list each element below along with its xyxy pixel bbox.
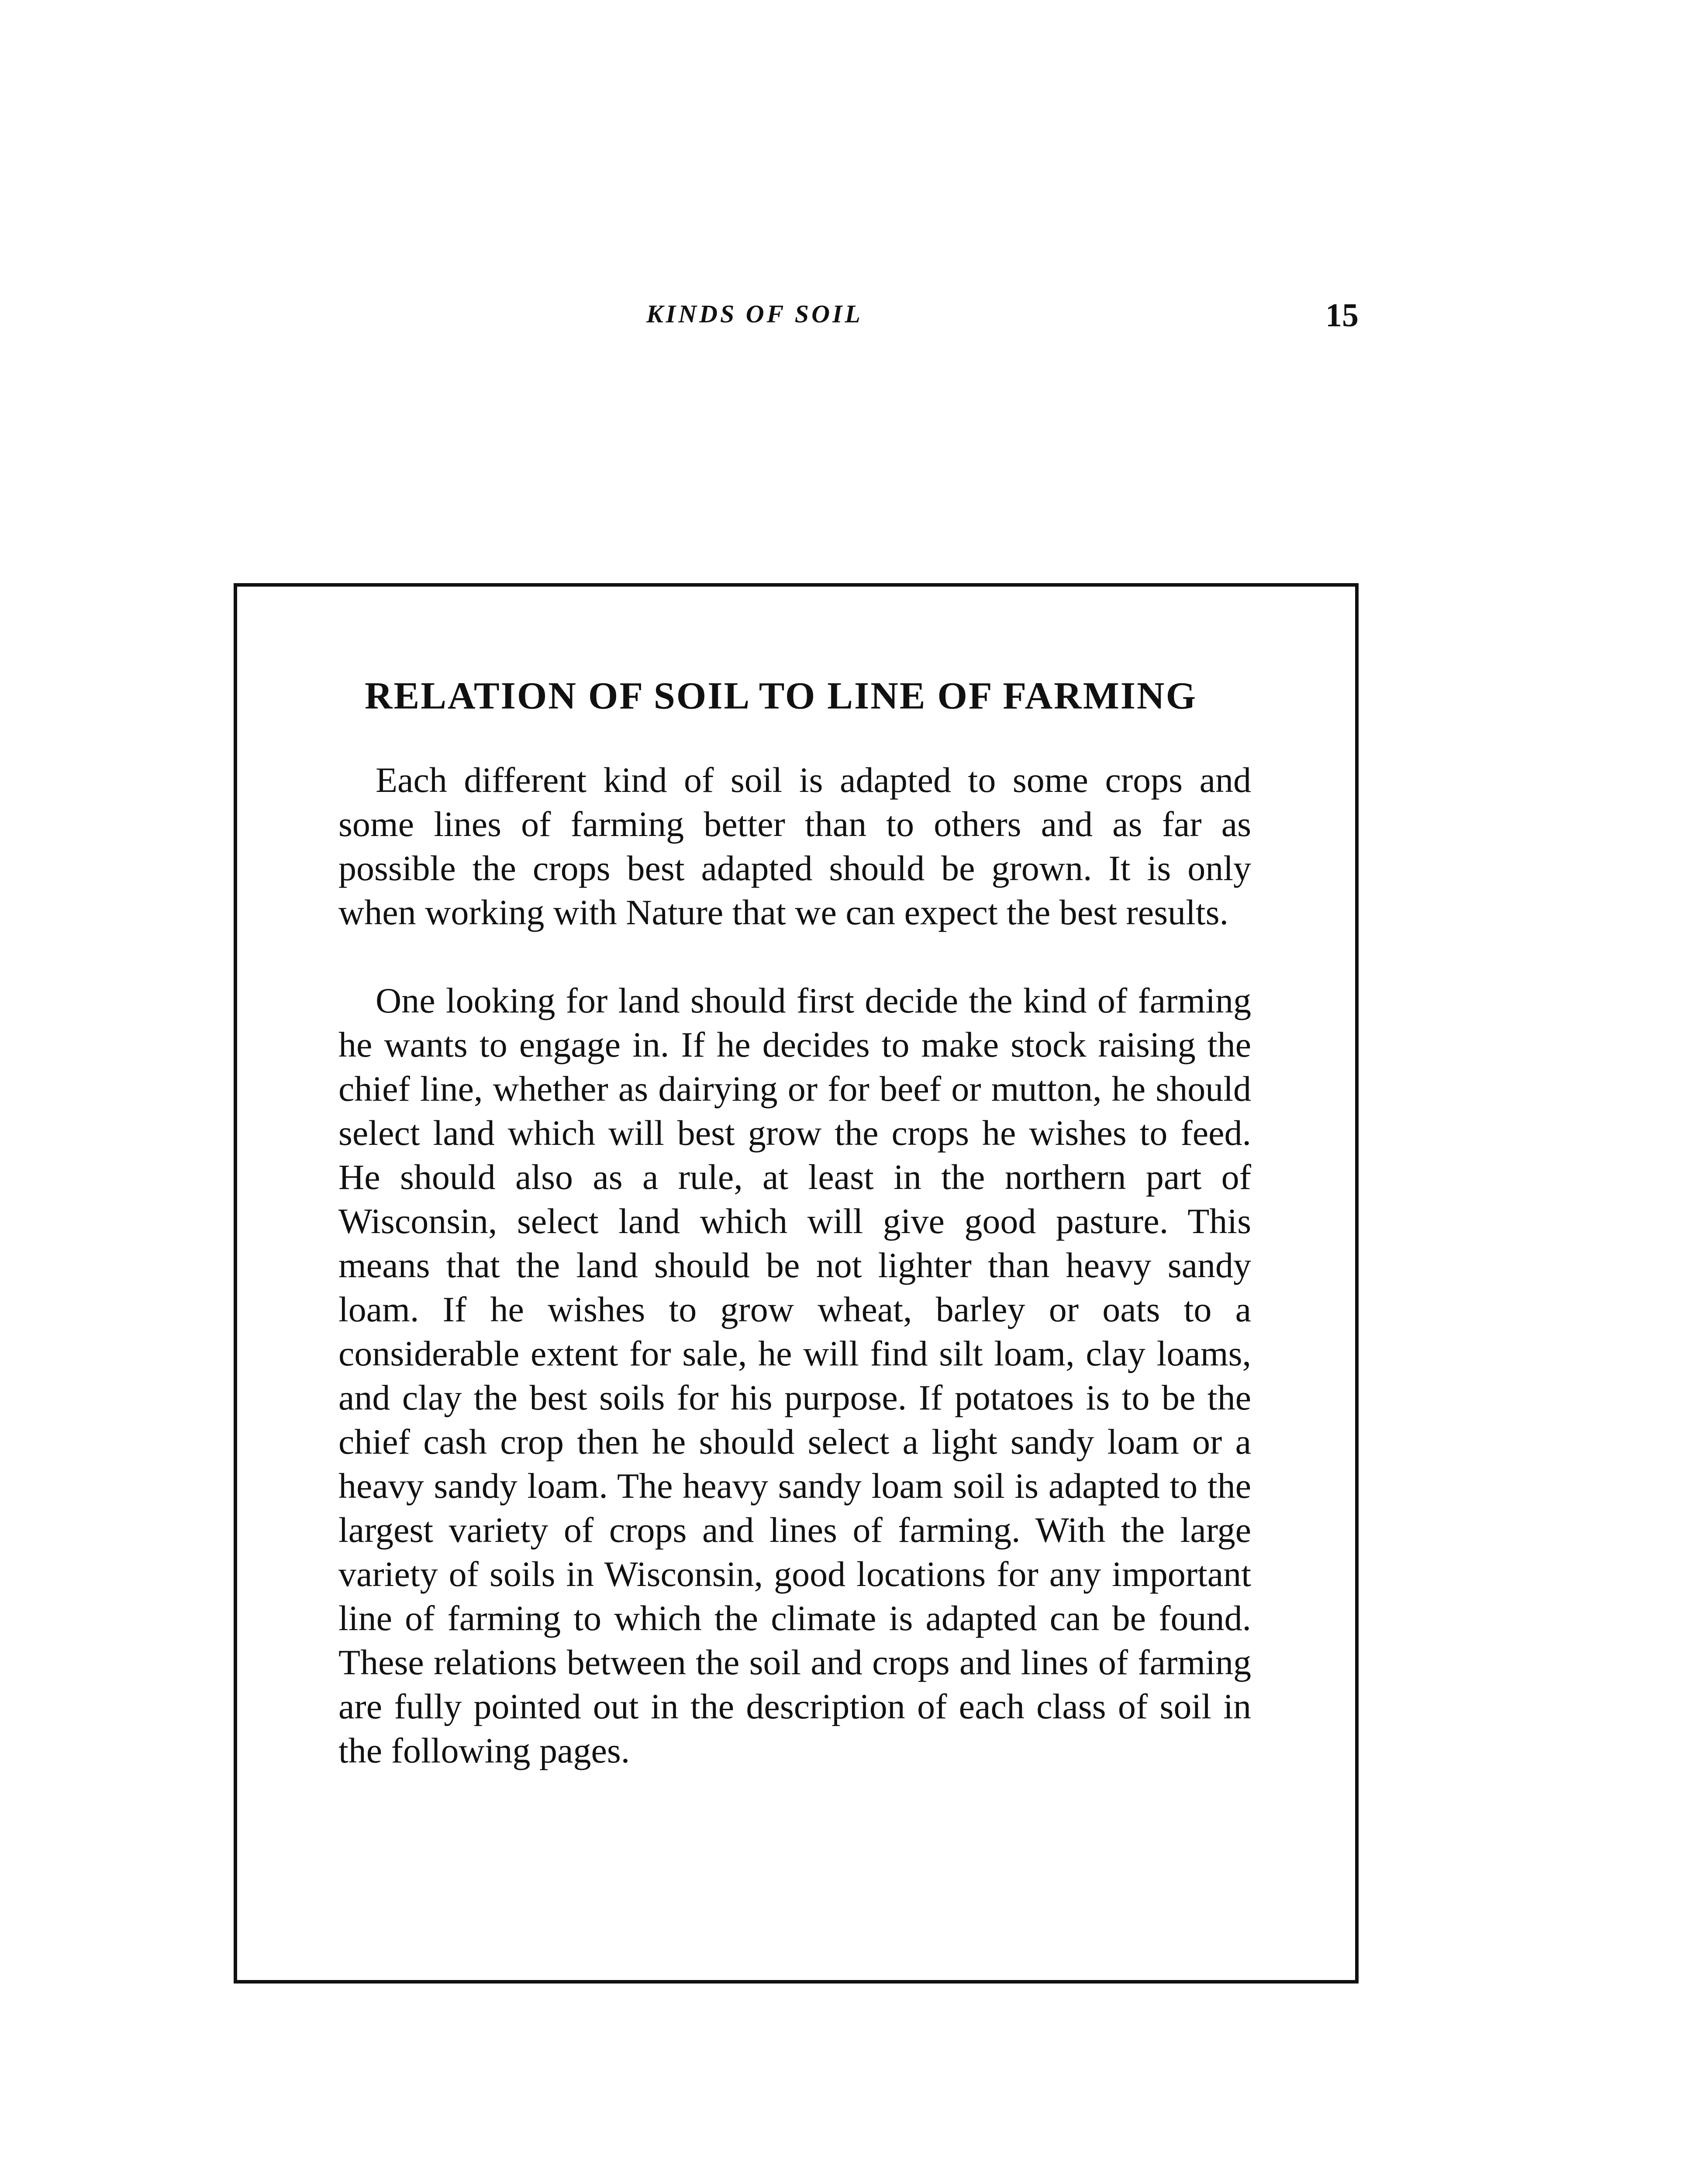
paragraph-1: Each different kind of soil is adapted to some crops and some lines of farming better than to others and as far as possible the crops best adapted should be grown. It is only when working with Nature that we can expect the best results. xyxy=(338,760,1251,932)
page-number: 15 xyxy=(1325,297,1359,334)
running-title: KINDS OF SOIL xyxy=(646,300,863,328)
section-heading: RELATION OF SOIL TO LINE OF FARMING xyxy=(365,675,1197,717)
paragraph-2: One looking for land should first decide the kind of farming he wants to engage in. If he decides to make stock raising the chief line, whether as dairying or for beef or mutton, he should select land which will best grow the crops he wishes to feed. He should also as a rule, at least in the northern part of Wisconsin, select land which will give good pasture. This means that the land should be not lighter than heavy sandy loam. If he wishes to grow wheat, barley or oats to a considerable extent for sale, he will find silt loam, clay loams, and clay the best soils for his purpose. If potatoes is to be the chief cash crop then he should select a light sandy loam or a heavy sandy loam. The heavy sandy loam soil is adapted to the largest variety of crops and lines of farming. With the large variety of soils in Wisconsin, good locations for any important line of farming to which the climate is adapted can be found. These relations between the soil and crops and lines of farming are fully pointed out in the description of each class of soil in the following pages. xyxy=(338,981,1251,1770)
